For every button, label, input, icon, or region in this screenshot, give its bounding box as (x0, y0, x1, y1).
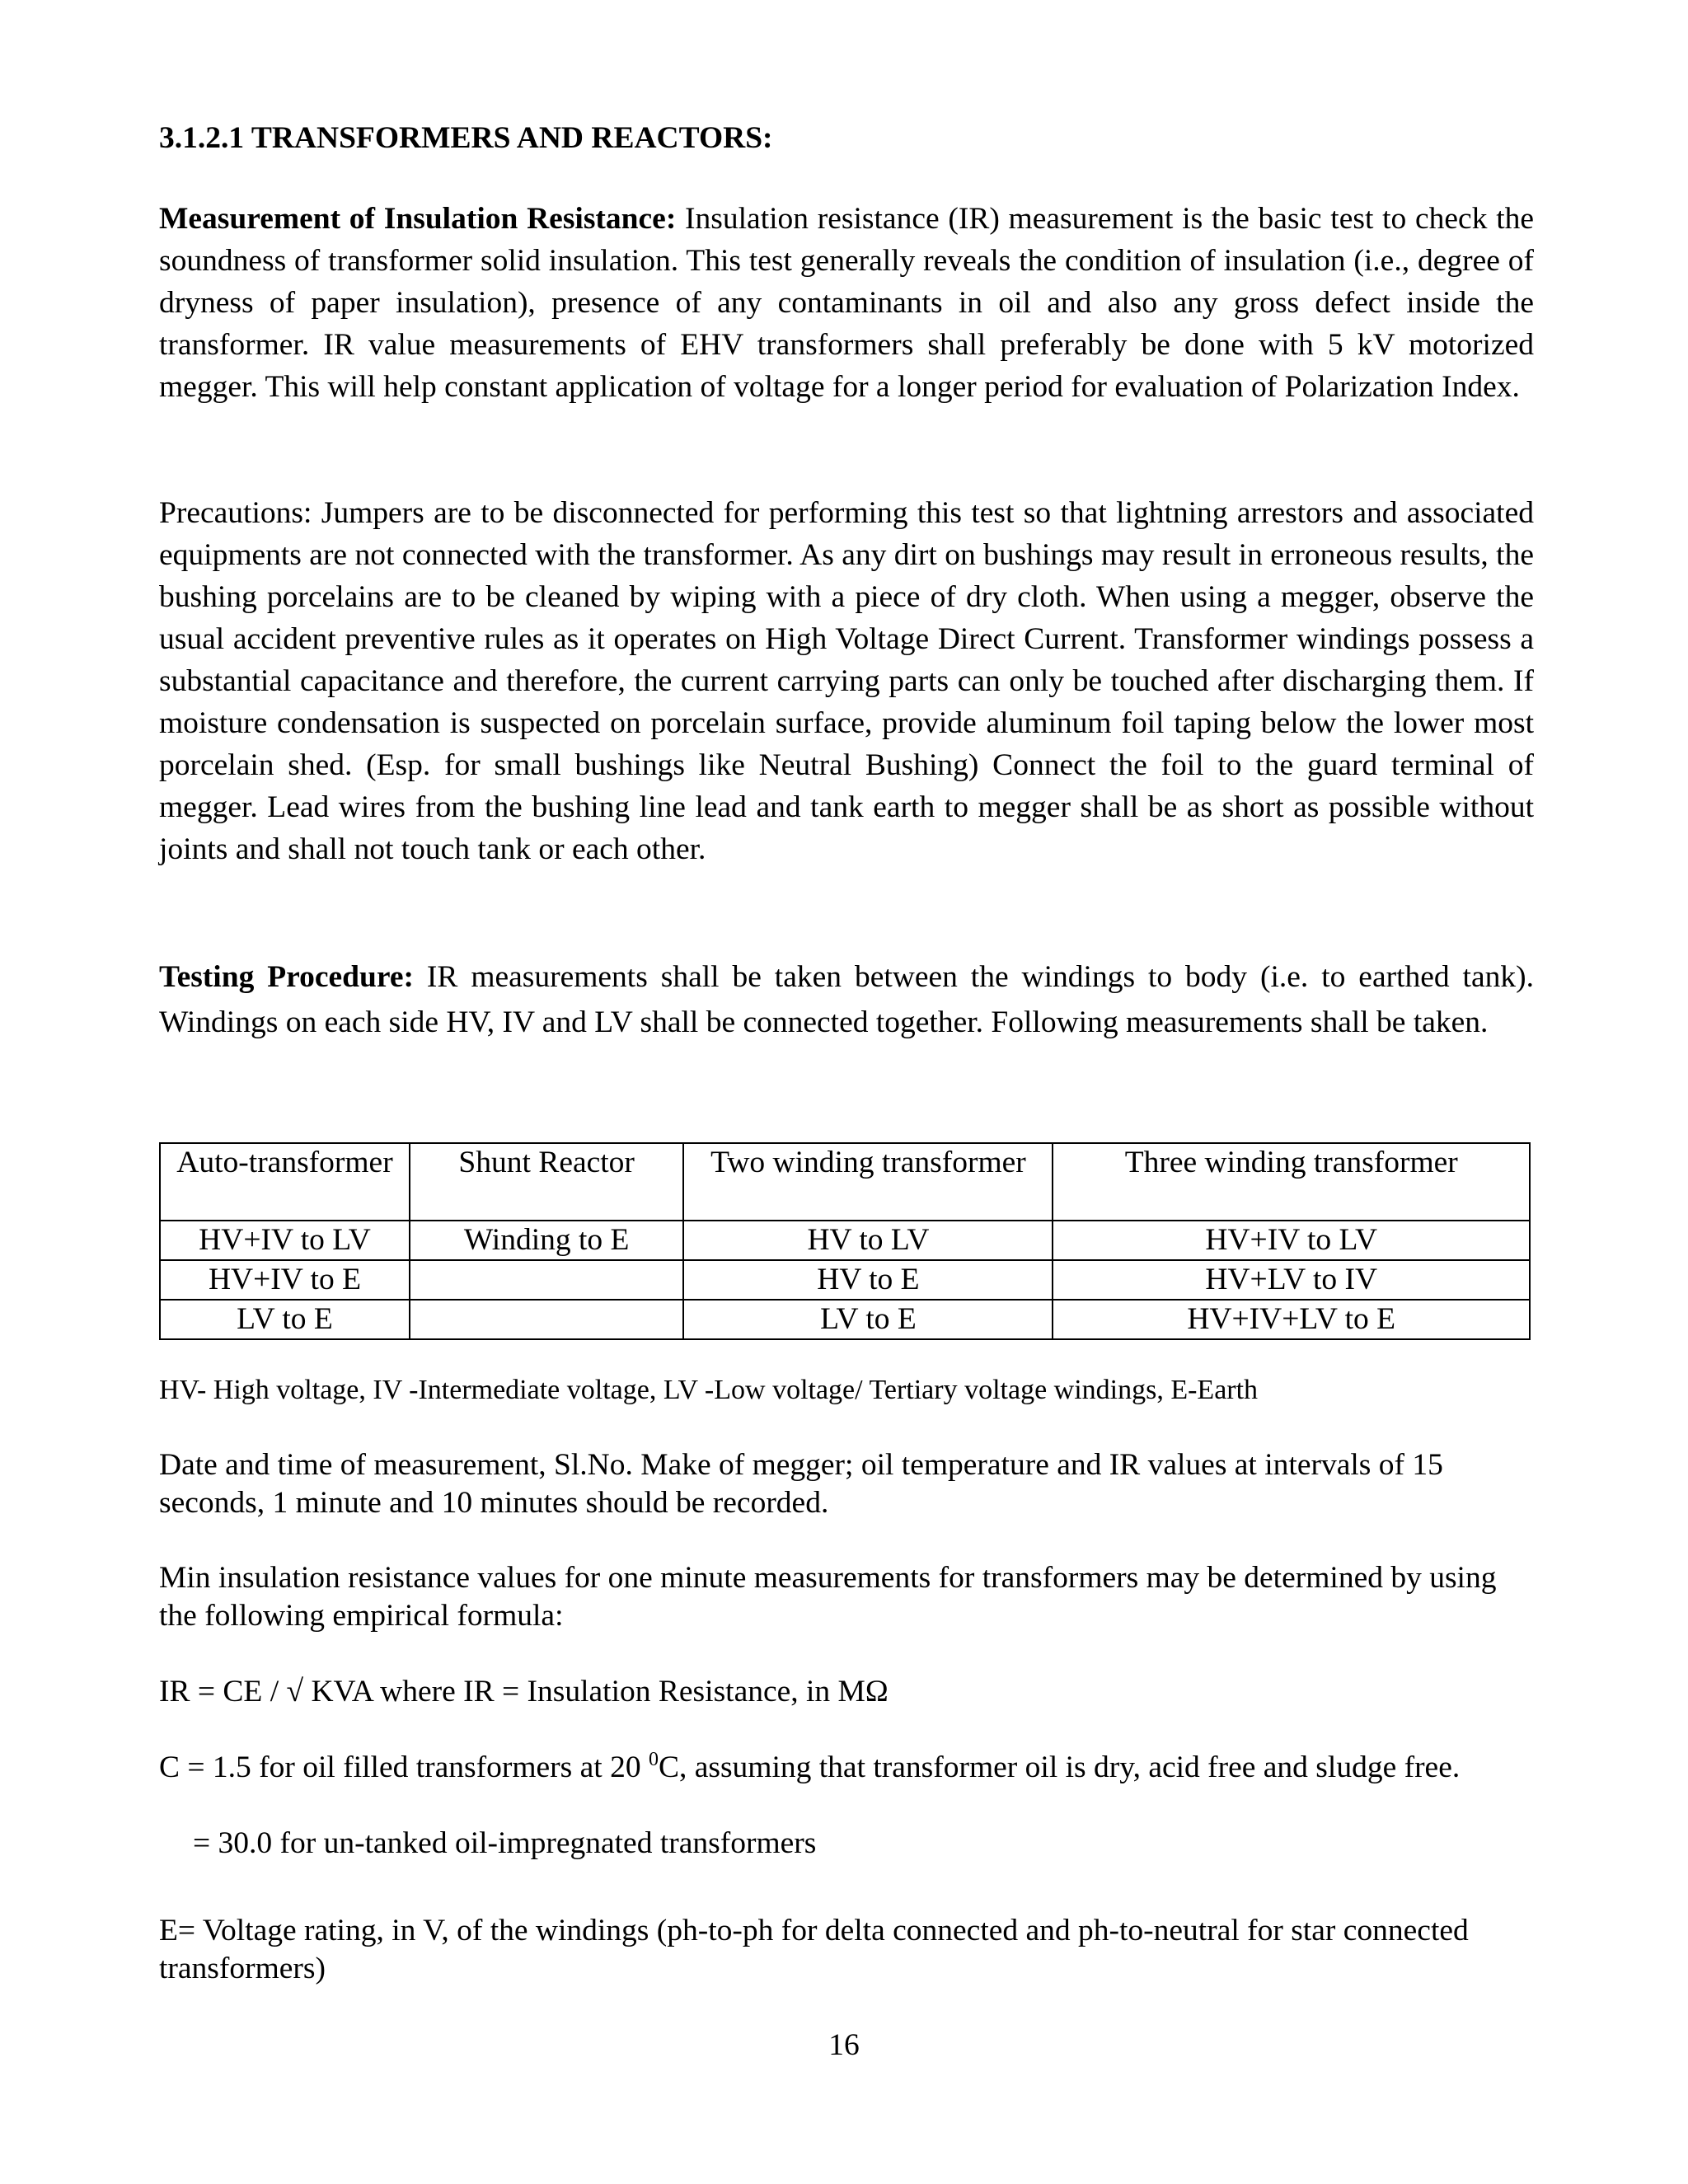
table-cell (410, 1300, 683, 1339)
c-definition (159, 1749, 1534, 1787)
e-definition: E= Voltage rating, in V, of the windings (ph-to-ph for delta connected and ph-to-neutral for star connected transformers) (159, 1914, 1469, 1985)
table-cell: HV+IV to LV (1053, 1221, 1530, 1260)
header-shunt-reactor: Shunt Reactor (410, 1143, 683, 1221)
precautions-paragraph: Precautions: Jumpers are to be disconnected for performing this test so that lightning arrestors and associated equipments are not connected with the transformer. As any dirt on bushings may result in erroneous results, the bushing porcelains are to be cleaned by wiping with a piece of dry cloth. When using a megger, observe the usual accident preventive rules as it operates on High Voltage Direct Current. Transformer windings possess a substantial capacitance and therefore, the current carrying parts can only be touched after discharging them. If moisture condensation is suspected on porcelain surface, provide aluminum foil taping below the lower most porcelain shed. (Esp. for small bushings like Neutral Bushing) Connect the foil to the guard terminal of megger. Lead wires from the bushing line lead and tank earth to megger shall be as short as possible without joints and shall not touch tank or each other. (159, 496, 1534, 866)
table-cell: HV to E (683, 1260, 1053, 1300)
table-row (160, 1300, 1530, 1339)
procedure-text: IR measurements shall be taken between the windings to body (i.e. to earthed tank). Windings on each side HV, IV and LV shall be connected together. Following measurements shall be taken. (159, 960, 1534, 1039)
table-row (160, 1260, 1530, 1300)
ir-text: Insulation resistance (IR) measurement is the basic test to check the soundness of transformer solid insulation. This test generally reveals the condition of insulation (i.e., degree of dryness of paper insulation), presence of any contaminants in oil and also any gross defect inside the transformer. IR value measurements of EHV transformers shall preferably be done with 5 kV motorized megger. This will help constant application of voltage for a longer period for evaluation of Polarization Index. (159, 202, 1535, 404)
header-auto-transformer: Auto-transformer (160, 1143, 410, 1221)
ir-lead: Measurement of Insulation Resistance: (159, 202, 677, 236)
table-cell: HV to LV (683, 1221, 1053, 1260)
header-three-winding: Three winding transformer (1053, 1143, 1530, 1221)
procedure-lead: Testing Procedure: (159, 960, 414, 994)
ir-formula: IR = CE / √ KVA where IR = Insulation Resistance, in MΩ (159, 1675, 889, 1708)
table-cell: HV+IV+LV to E (1053, 1300, 1530, 1339)
page-number: 16 (828, 2028, 860, 2062)
table-cell: LV to E (683, 1300, 1053, 1339)
testing-procedure-paragraph (159, 954, 1534, 1045)
c-def-after: C, assuming that transformer oil is dry, acid free and sludge free. (658, 1750, 1461, 1784)
table-cell: Winding to E (410, 1221, 683, 1260)
table-cell (410, 1260, 683, 1300)
table-cell: LV to E (160, 1300, 410, 1339)
table-cell: HV+IV to LV (160, 1221, 410, 1260)
ir-measurement-table (159, 1142, 1531, 1340)
record-note: Date and time of measurement, Sl.No. Make of megger; oil temperature and IR values at intervals of 15 seconds, 1 minute and 10 minutes should be recorded. (159, 1448, 1443, 1520)
table-header-row (160, 1143, 1530, 1221)
min-ir-note: Min insulation resistance values for one minute measurements for transformers may be determined by using the following empirical formula: (159, 1561, 1497, 1633)
section-heading: 3.1.2.1 TRANSFORMERS AND REACTORS: (159, 121, 773, 155)
c-def-superscript: 0 (648, 1749, 659, 1770)
table-row (160, 1221, 1530, 1260)
c-def-before: C = 1.5 for oil filled transformers at 20 (159, 1750, 649, 1784)
c-definition-alt: = 30.0 for un-tanked oil-impregnated transformers (193, 1826, 817, 1860)
table-cell: HV+LV to IV (1053, 1260, 1530, 1300)
table-cell: HV+IV to E (160, 1260, 410, 1300)
ir-measurement-paragraph (159, 198, 1534, 408)
header-two-winding: Two winding transformer (683, 1143, 1053, 1221)
abbreviation-legend: HV- High voltage, IV -Intermediate voltage, LV -Low voltage/ Tertiary voltage windings, E-Earth (159, 1375, 1259, 1405)
